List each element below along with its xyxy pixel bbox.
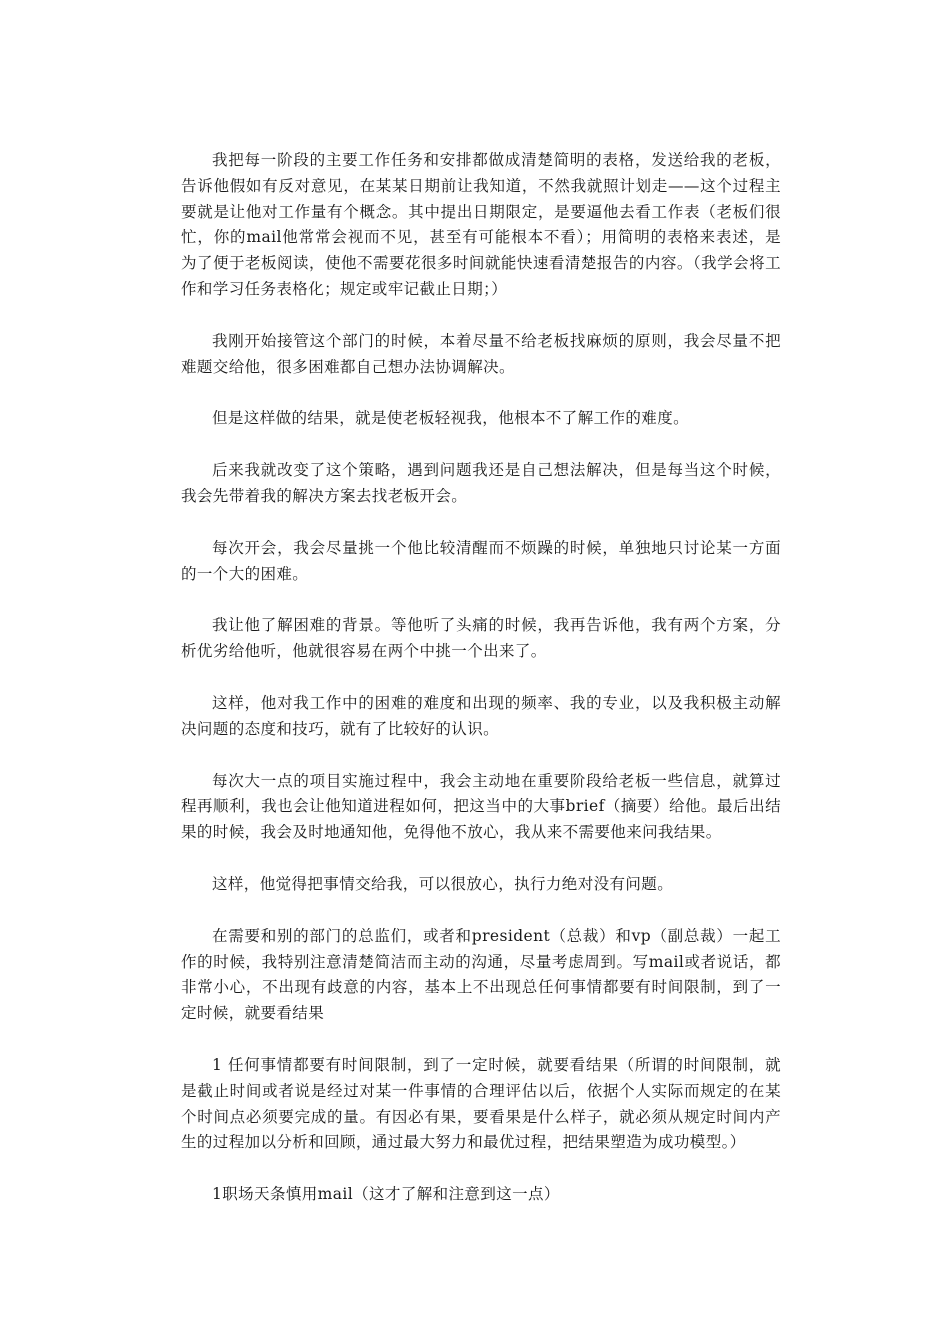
paragraph-mail-caution: 1职场天条慎用mail（这才了解和注意到这一点）: [212, 1185, 560, 1204]
paragraph-changed-strategy: 后来我就改变了这个策略，遇到问题我还是自己想法解决，但是每当这个时候，我会先带着我的解决方案去找老板开会。: [181, 461, 781, 505]
paragraph-boss-underestimates: 但是这样做的结果，就是使老板轻视我，他根本不了解工作的难度。: [212, 409, 690, 428]
paragraph-cross-department-communication: 在需要和别的部门的总监们，或者和president（总裁）和vp（副总裁）一起工作的时候，我特别注意清楚简洁而主动的沟通，尽量考虑周到。写mail或者说话，都非常小心，不出现有歧意的内容，基本上不出现总任何事情都要有时间限制，到了一定时候，就要看结果: [181, 926, 781, 1023]
paragraph-project-updates: 每次大一点的项目实施过程中，我会主动地在重要阶段给老板一些信息，就算过程再顺利，我也会让他知道进程如何，把这当中的大事brief（摘要）给他。最后出结果的时候，我会及时地通知他，免得他不放心，我从来不需要他来问我结果。: [181, 771, 781, 842]
paragraph-execution-trust: 这样，他觉得把事情交给我，可以很放心，执行力绝对没有问题。: [212, 874, 674, 893]
paragraph-meeting-timing: 每次开会，我会尽量挑一个他比较清醒而不烦躁的时候，单独地只讨论某一方面的一个大的困难。: [181, 538, 781, 583]
document-body: [181, 148, 781, 1234]
paragraph-two-options: 我让他了解困难的背景。等他听了头痛的时候，我再告诉他，我有两个方案，分析优劣给他听，他就很容易在两个中挑一个出来了。: [181, 616, 781, 661]
paragraph-table-reporting: 我把每一阶段的主要工作任务和安排都做成清楚简明的表格，发送给我的老板，告诉他假如有反对意见，在某某日期前让我知道，不然我就照计划走——这个过程主要就是让他对工作量有个概念。其中提出日期限定，是要逼他去看工作表（老板们很忙，你的mail他常常会视而不见，甚至有可能根本不看）；用简明的表格来表述，是为了便于老板阅读，使他不需要花很多时间就能快速看清楚报告的内容。（我学会将工作和学习任务表格化；规定或牢记截止日期；）: [181, 151, 781, 298]
paragraph-recognition: 这样，他对我工作中的困难的难度和出现的频率、我的专业，以及我积极主动解决问题的态度和技巧，就有了比较好的认识。: [181, 693, 781, 738]
paragraph-taking-over-department: 我刚开始接管这个部门的时候，本着尽量不给老板找麻烦的原则，我会尽量不把难题交给他，很多困难都自己想办法协调解决。: [181, 331, 781, 376]
paragraph-time-limits: 1 任何事情都要有时间限制，到了一定时候，就要看结果（所谓的时间限制，就是截止时间或者说是经过对某一件事情的合理评估以后，依据个人实际而规定的在某个时间点必须要完成的量。有因必有果，要看果是什么样子，就必须从规定时间内产生的过程加以分析和回顾，通过最大努力和最优过程，把结果塑造为成功模型。）: [181, 1055, 781, 1152]
